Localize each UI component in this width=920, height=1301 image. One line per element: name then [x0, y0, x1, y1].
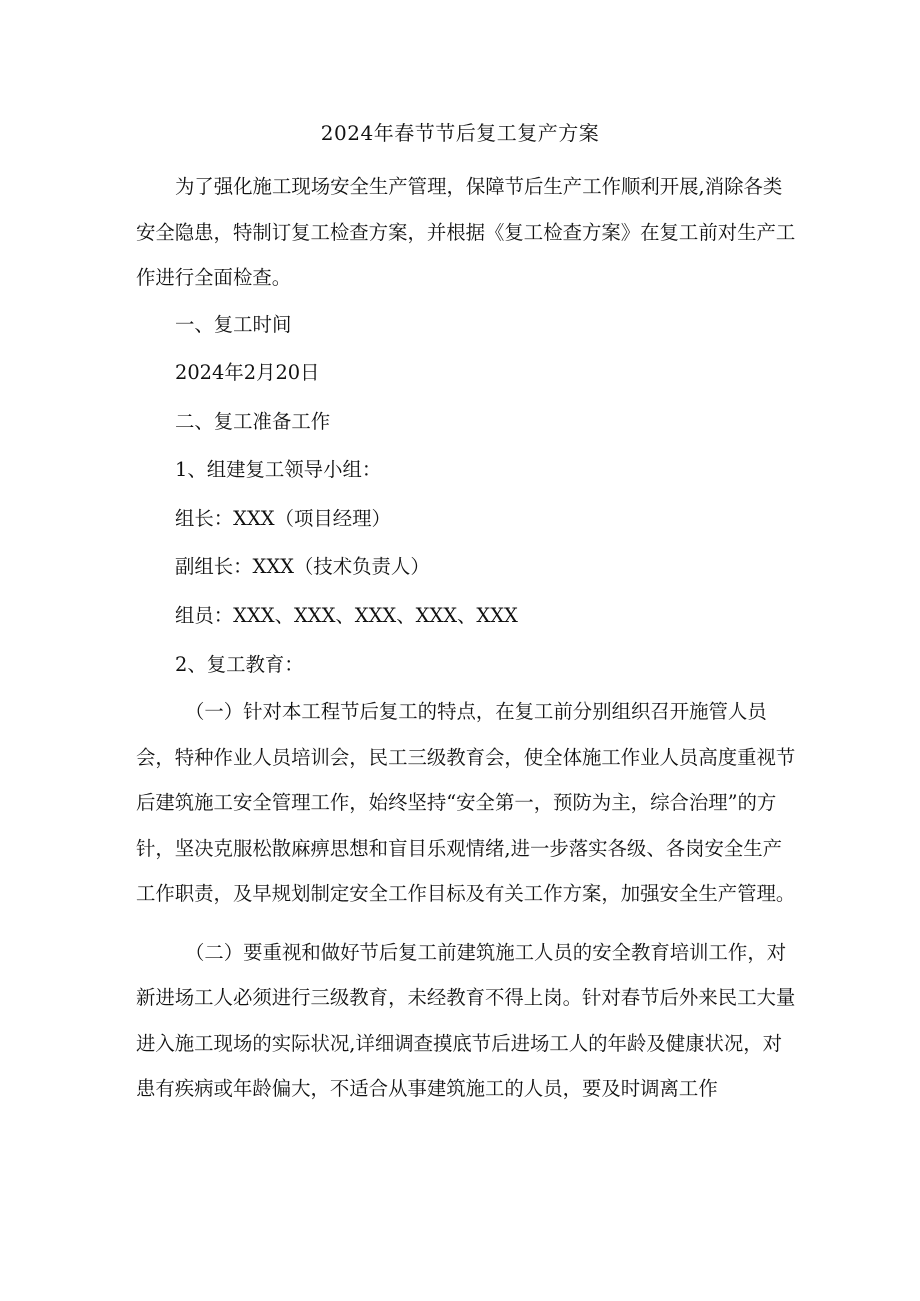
- group-leader: 组长：XXX（项目经理）: [175, 506, 391, 530]
- item-2-heading: 2、复工教育：: [175, 652, 304, 676]
- deputy-group-leader: 副组长：XXX（技术负责人）: [175, 555, 430, 579]
- section-2-heading: 二、复工准备工作: [175, 409, 331, 433]
- intro-paragraph: 为了强化施工现场安全生产管理，保障节后生产工作顺利开展,消除各类安全隐患，特制订复工检查方案，并根据《复工检查方案》在复工前对生产工作进行全面检查。: [136, 175, 796, 289]
- document-title: 2024年春节节后复工复产方案: [320, 121, 600, 145]
- resume-date: 2024年2月20日: [175, 361, 320, 385]
- group-members: 组员：XXX、XXX、XXX、XXX、XXX: [175, 604, 518, 628]
- education-paragraph-1: （一）针对本工程节后复工的特点，在复工前分别组织召开施管人员会，特种作业人员培训会，民工三级教育会，使全体施工作业人员高度重视节后建筑施工安全管理工作，始终坚持“安全第一，预防为主，综合治理”的方针，坚决克服松散麻痹思想和盲目乐观情绪,进一步落实各级、各岗安全生产工作职责，及早规划制定安全工作目标及有关工作方案，加强安全生产管理。: [136, 700, 796, 906]
- document-body: [136, 164, 796, 1112]
- item-1-heading: 1、组建复工领导小组：: [175, 458, 382, 482]
- section-1-heading: 一、复工时间: [175, 312, 292, 336]
- education-paragraph-2: （二）要重视和做好节后复工前建筑施工人员的安全教育培训工作，对新进场工人必须进行三级教育，未经教育不得上岗。针对春节后外来民工大量进入施工现场的实际状况,详细调查摸底节后进场工人的年龄及健康状况，对患有疾病或年龄偏大，不适合从事建筑施工的人员，要及时调离工作: [136, 940, 796, 1101]
